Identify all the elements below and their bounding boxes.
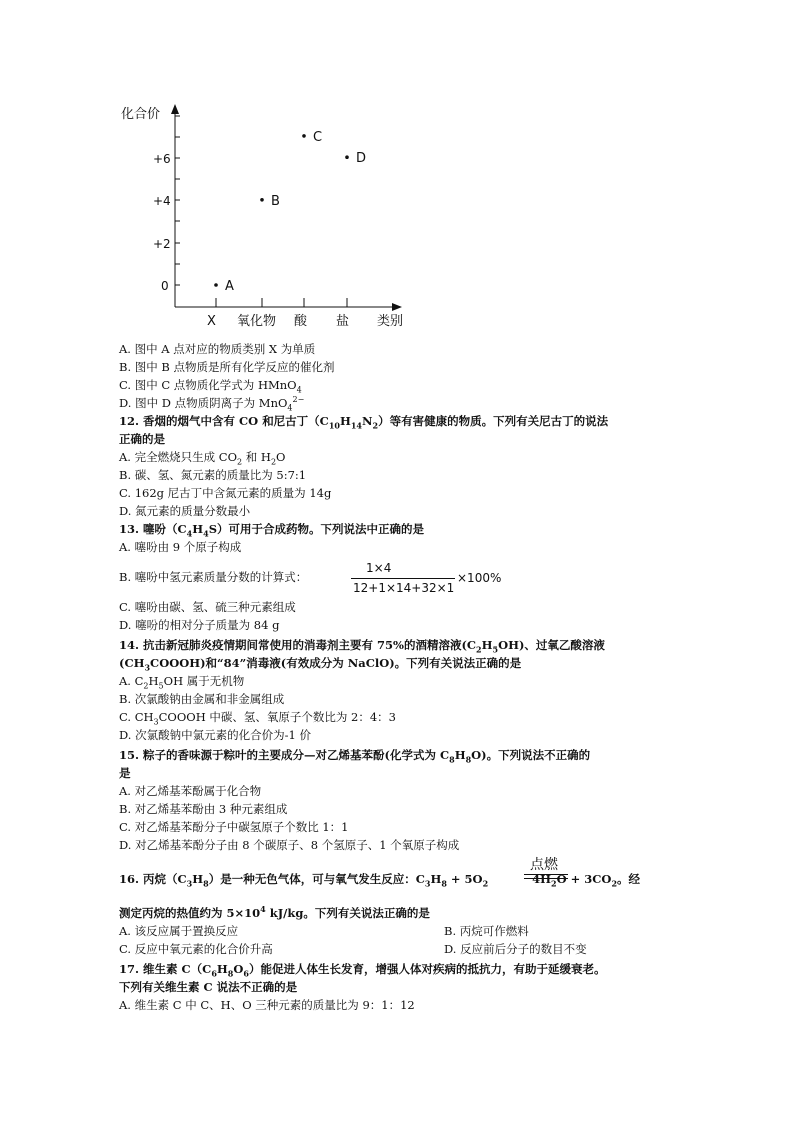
q14-option-d: D. 次氯酸钠中氯元素的化合价为-1 价 (119, 728, 311, 742)
xtick-label: 酸 (294, 314, 308, 329)
q14-option-a: A. $C_2H_5OH$ 属于无机物 (119, 674, 245, 691)
q13-stem: 13. 噻吩$(C_4H_4S)$可用于合成药物。下列说法中正确的是 (119, 522, 425, 539)
q17-option-a: A. 维生素 C 中 C、H、O 三种元素的质量比为 9：1：12 (119, 998, 415, 1012)
ytick-label: +6 (153, 152, 171, 166)
q12-option-d: D. 氮元素的质量分数最小 (119, 504, 251, 518)
q14-stem-line2: $(CH_3COOOH)$和“84”消毒液(有效成分为 NaClO)。下列有关说法正确的是 (119, 656, 522, 673)
point-b (260, 198, 264, 202)
chart-points (214, 130, 366, 294)
chart-xlabel: 类别 (377, 314, 404, 329)
q15-option-c: C. 对乙烯基苯酚分子中碳氢原子个数比 1：1 (119, 820, 349, 834)
point-label-c: C (313, 129, 323, 145)
point-label-b: B (271, 193, 280, 209)
fraction-numerator: 1×4 (366, 561, 392, 575)
point-d (345, 155, 349, 159)
q16-option-c: C. 反应中氧元素的化合价升高 (119, 942, 273, 956)
q15-stem-line1: 15. 粽子的香味源于粽叶的主要成分—对乙烯基苯酚(化学式为 $C_8H_8O$)。下列说法不正确的 (119, 748, 591, 765)
q14-stem-line1: 14. 抗击新冠肺炎疫情期间常使用的消毒剂主要有 75%的酒精溶液$(C_2H_5OH)$、过氧乙酸溶液 (119, 638, 605, 655)
q14-option-c: C. $CH_3COOOH$ 中碳、氢、氧原子个数比为 2：4：3 (119, 710, 396, 727)
q12-option-a: A. 完全燃烧只生成 $CO_2$ 和 $H_2O$ (119, 450, 286, 467)
q16-option-d: D. 反应前后分子的数目不变 (444, 942, 587, 956)
q12-option-b: B. 碳、氢、氮元素的质量比为 5:7:1 (119, 468, 307, 482)
fraction-denominator: 12+1×14+32×1 (353, 581, 455, 595)
xtick-label: X (207, 314, 216, 329)
q11-option-d: D. 图中 D 点物质阴离子为 MnO$_4^{2-}$ (119, 395, 305, 413)
q15-stem-line2: 是 (119, 766, 131, 780)
q17-stem-line2: 下列有关维生素 C 说法不正确的是 (119, 980, 298, 994)
fraction-bar (351, 578, 455, 579)
q16-stem-line2: 测定丙烷的热值约为 $5\times 10^4$ kJ/kg。下列有关说法正确的是 (119, 904, 430, 920)
q13-option-a: A. 噻吩由 9 个原子构成 (119, 540, 242, 554)
point-label-a: A (225, 279, 234, 294)
x-axis-arrow (392, 303, 402, 311)
y-axis-arrow (171, 104, 179, 114)
y-minor-ticks (175, 116, 180, 285)
ytick-label: +4 (153, 194, 171, 208)
ytick-label: 0 (161, 279, 169, 293)
ytick-label: +2 (153, 237, 171, 251)
q14-option-b: B. 次氯酸钠由金属和非金属组成 (119, 692, 285, 706)
q16-option-b: B. 丙烷可作燃料 (444, 924, 529, 938)
q16-stem-line1: 16. 丙烷$(C_3H_8)$是一种无色气体，可与氧气发生反应：$C_3H_8 + 5O_2$ $4H_2O + 3CO_2$。经 (119, 872, 641, 889)
q17-stem-line1: 17. 维生素 $C(C_6H_8O_6)$能促进人体生长发育，增强人体对疾病的抵抗力，有助于延缓衰老。 (119, 962, 606, 979)
q13-option-b: B. 噻吩中氢元素质量分数的计算式： (119, 570, 308, 584)
chart-ylabel: 化合价 (121, 107, 161, 122)
q15-option-d: D. 对乙烯基苯酚分子由 8 个碳原子、8 个氢原子、1 个氧原子构成 (119, 838, 460, 852)
fraction-tail: ×100% (457, 571, 502, 585)
q15-option-a: A. 对乙烯基苯酚属于化合物 (119, 784, 262, 798)
q12-stem-line1: 12. 香烟的烟气中含有 CO 和尼古丁$(C_{10}H_{14}N_2)$等有害健康的物质。下列有关尼古丁的说法 (119, 414, 609, 431)
point-label-d: D (356, 151, 367, 167)
q12-stem-line2: 正确的是 (119, 432, 165, 446)
q12-option-c: C. 162g 尼古丁中含氮元素的质量为 14g (119, 486, 332, 500)
reaction-condition: 点燃 (530, 857, 558, 873)
q11-option-c: C. 图中 C 点物质化学式为 HMnO$_4$ (119, 378, 302, 395)
point-a (214, 283, 218, 287)
q15-option-b: B. 对乙烯基苯酚由 3 种元素组成 (119, 802, 288, 816)
q13-option-d: D. 噻吩的相对分子质量为 84 g (119, 618, 280, 632)
q13-option-c: C. 噻吩由碳、氢、硫三种元素组成 (119, 600, 296, 614)
valence-chart (115, 100, 415, 335)
q11-option-b: B. 图中 B 点物质是所有化学反应的催化剂 (119, 360, 335, 374)
q11-option-a: A. 图中 A 点对应的物质类别 X 为单质 (119, 342, 316, 356)
point-c (302, 134, 306, 138)
xtick-label: 盐 (336, 314, 350, 329)
q16-option-a: A. 该反应属于置换反应 (119, 924, 239, 938)
xtick-label: 氧化物 (237, 314, 277, 329)
x-ticks (216, 298, 347, 307)
